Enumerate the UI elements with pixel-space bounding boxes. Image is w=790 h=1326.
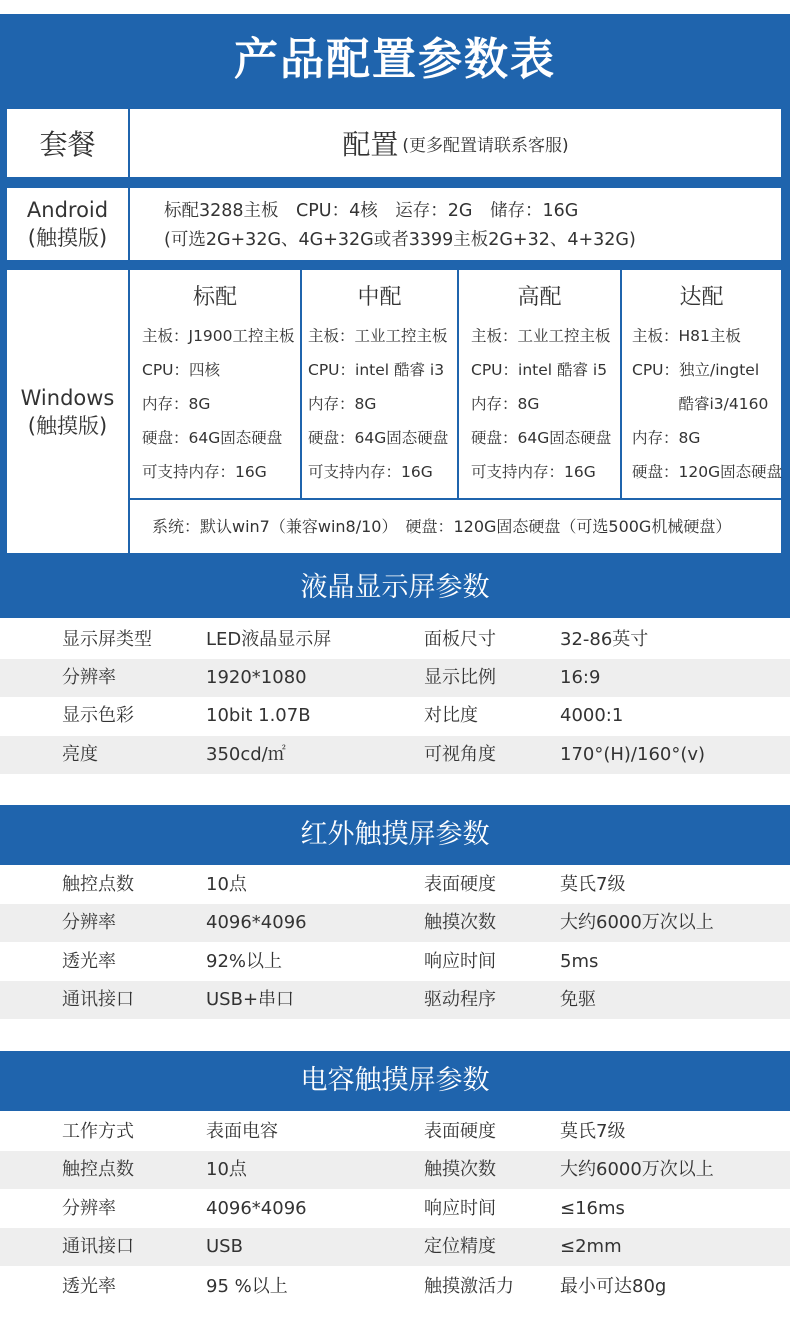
spec-row [0, 659, 790, 697]
android-config-line: (可选2G+32G、4G+32G或者3399主板2G+32、4+32G) [164, 230, 636, 250]
tier-spec-line: 主板：工业工控主板 [308, 327, 448, 345]
spec-key: 显示屏类型 [62, 629, 152, 650]
spec-key: 驱动程序 [424, 989, 496, 1010]
spec-value: 最小可达80g [560, 1276, 667, 1297]
capacitive-section-title: 电容触摸屏参数 [0, 1051, 790, 1111]
tier-name: 中配 [357, 285, 402, 310]
tier-spec-line: 内存：8G [471, 395, 540, 413]
tier-spec-line: 酷睿i3/4160 [632, 395, 769, 413]
spec-key: 工作方式 [62, 1121, 134, 1142]
windows-label-cell [7, 270, 128, 553]
tier-high [459, 270, 620, 498]
spec-value: ≤16ms [560, 1198, 625, 1219]
tier-spec-line: 内存：8G [142, 395, 211, 413]
spec-value: 350cd/㎡ [206, 744, 286, 765]
spec-value: 4096*4096 [206, 912, 307, 933]
spec-key: 通讯接口 [62, 1236, 134, 1257]
spec-row [0, 736, 790, 774]
spec-row [0, 943, 790, 981]
spec-value: 16:9 [560, 667, 601, 688]
spec-value: 大约6000万次以上 [560, 1159, 714, 1180]
spec-row [0, 621, 790, 659]
spec-key: 透光率 [62, 951, 116, 972]
spec-key: 响应时间 [424, 1198, 496, 1219]
android-label-sub: (触摸版) [27, 226, 108, 250]
spec-value: 表面电容 [206, 1121, 278, 1142]
spec-key: 可视角度 [424, 744, 496, 765]
tier-spec-line: 硬盘：64G固态硬盘 [471, 429, 612, 447]
tier-spec-line: 内存：8G [632, 429, 701, 447]
spec-value: 170°(H)/160°(v) [560, 744, 706, 765]
tier-name: 标配 [192, 285, 237, 310]
page-title: 产品配置参数表 [234, 34, 556, 85]
spec-key: 通讯接口 [62, 989, 134, 1010]
spec-key: 对比度 [424, 705, 478, 726]
spec-value: 95 %以上 [206, 1276, 288, 1297]
spec-key: 分辨率 [62, 1198, 116, 1219]
spec-key: 分辨率 [62, 667, 116, 688]
android-label-cell [7, 188, 128, 260]
spec-key: 触摸激活力 [424, 1276, 514, 1297]
windows-label: Windows [20, 385, 115, 410]
header-package-label: 套餐 [39, 128, 96, 161]
spec-key: 分辨率 [62, 912, 116, 933]
spec-value: 莫氏7级 [560, 1121, 626, 1142]
spec-value: 32-86英寸 [560, 629, 649, 650]
header-config-cell [130, 109, 781, 177]
tier-spec-line: 可支持内存：16G [142, 463, 267, 481]
windows-system-cell [130, 500, 781, 553]
spec-row [0, 904, 790, 942]
spec-value: 莫氏7级 [560, 874, 626, 895]
spec-value: USB+串口 [206, 989, 295, 1010]
spec-value: ≤2mm [560, 1236, 622, 1257]
spec-value: 免驱 [560, 989, 596, 1010]
spec-value: 10点 [206, 874, 247, 895]
android-label: Android [26, 198, 109, 222]
spec-value: 4000:1 [560, 705, 624, 726]
spec-row [0, 697, 790, 735]
tier-mid [302, 270, 457, 498]
spec-key: 定位精度 [424, 1236, 496, 1257]
spec-key: 响应时间 [424, 951, 496, 972]
spec-row [0, 1151, 790, 1189]
tier-spec-line: CPU：intel 酷睿 i3 [308, 361, 445, 379]
windows-label-sub: (触摸版) [27, 413, 108, 438]
spec-key: 触控点数 [62, 874, 134, 895]
tier-standard [130, 270, 300, 498]
spec-key: 面板尺寸 [424, 629, 496, 650]
spec-value: 10bit 1.07B [206, 705, 311, 726]
tier-premium [622, 270, 781, 498]
tier-spec-line: 可支持内存：16G [308, 463, 433, 481]
header-config-note: (更多配置请联系客服) [402, 135, 569, 156]
tier-name: 高配 [517, 285, 562, 310]
tier-spec-line: 可支持内存：16G [471, 463, 596, 481]
spec-row [0, 1113, 790, 1151]
spec-value: 5ms [560, 951, 599, 972]
spec-row [0, 1228, 790, 1266]
spec-value: 4096*4096 [206, 1198, 307, 1219]
header-config-label: 配置 [342, 128, 399, 161]
tier-spec-line: 硬盘：120G固态硬盘 [632, 463, 783, 481]
spec-value: 大约6000万次以上 [560, 912, 714, 933]
spec-key: 显示色彩 [62, 705, 134, 726]
tier-spec-line: 主板：工业工控主板 [471, 327, 611, 345]
spec-value: LED液晶显示屏 [206, 629, 332, 650]
spec-row [0, 1190, 790, 1228]
spec-row [0, 1268, 790, 1306]
tier-spec-line: 主板：J1900工控主板 [142, 327, 295, 345]
spec-key: 透光率 [62, 1276, 116, 1297]
header-package-cell [7, 109, 128, 177]
tier-spec-line: 主板：H81主板 [632, 327, 741, 345]
spec-value: 10点 [206, 1159, 247, 1180]
spec-row [0, 981, 790, 1019]
spec-value: USB [206, 1236, 243, 1257]
infrared-section-title: 红外触摸屏参数 [0, 805, 790, 865]
spec-key: 显示比例 [424, 667, 496, 688]
spec-row [0, 866, 790, 904]
spec-key: 表面硬度 [424, 874, 496, 895]
tier-spec-line: CPU：intel 酷睿 i5 [471, 361, 608, 379]
top-white-strip [0, 0, 790, 14]
tier-spec-line: CPU：独立/ingtel [632, 361, 760, 379]
tier-name: 达配 [679, 285, 724, 310]
spec-key: 表面硬度 [424, 1121, 496, 1142]
spec-key: 触控点数 [62, 1159, 134, 1180]
tier-spec-line: 硬盘：64G固态硬盘 [142, 429, 283, 447]
spec-key: 触摸次数 [424, 912, 496, 933]
spec-value: 1920*1080 [206, 667, 307, 688]
tier-spec-line: CPU：四核 [142, 361, 221, 379]
spec-value: 92%以上 [206, 951, 283, 972]
tier-spec-line: 硬盘：64G固态硬盘 [308, 429, 449, 447]
android-config-line: 标配3288主板 CPU：4核 运存：2G 储存：16G [164, 201, 579, 221]
spec-key: 触摸次数 [424, 1159, 496, 1180]
windows-system-line: 系统：默认win7（兼容win8/10） 硬盘：120G固态硬盘（可选500G机械硬盘） [152, 517, 732, 536]
tier-spec-line: 内存：8G [308, 395, 377, 413]
lcd-section-title: 液晶显示屏参数 [0, 558, 790, 618]
spec-key: 亮度 [62, 744, 98, 765]
android-config-cell [130, 188, 781, 260]
